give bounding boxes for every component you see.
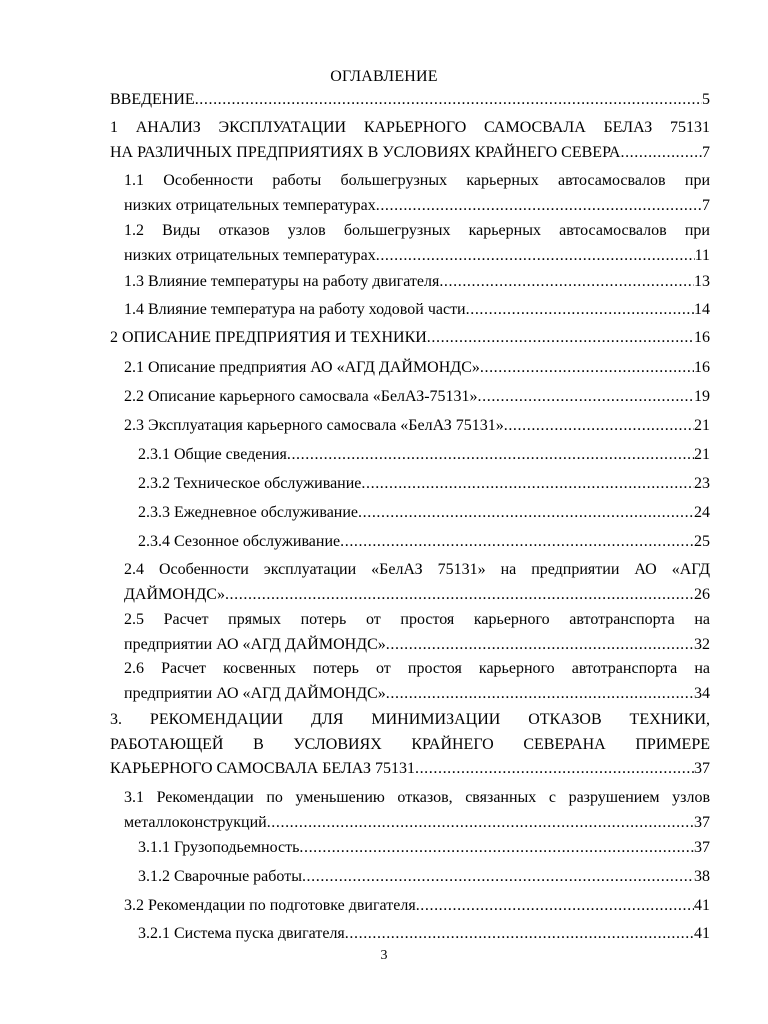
toc-entry-text: 1.4 Влияние температура на работу ходовой части [124,301,466,318]
toc-page-number: 25 [694,533,710,550]
page-number: 3 [380,948,388,963]
toc-page-number: 11 [694,246,710,264]
toc-page-number: 34 [694,684,710,702]
toc-entry-text: 2.2 Описание карьерного самосвала «БелАЗ-75131» [124,388,478,405]
toc-entry-text: 1 АНАЛИЗ ЭКСПЛУАТАЦИИ КАРЬЕРНОГО САМОСВАЛА БЕЛАЗ 75131 [110,119,710,136]
toc-entry-text: 2.3 Эксплуатация карьерного самосвала «БелАЗ 75131» [124,417,504,434]
toc-page-number: 14 [694,301,710,318]
toc-leader [415,757,694,782]
toc-entry-text: 2 ОПИСАНИЕ ПРЕДПРИЯТИЯ И ТЕХНИКИ [110,329,427,346]
toc-entry[interactable] [138,865,710,890]
toc-page-number: 37 [694,760,710,777]
toc-entry-text: металлоконструкций [124,813,267,831]
toc-leader [386,682,694,707]
toc-entry[interactable] [124,385,710,410]
toc-entry-text: 1.2 Виды отказов узлов большегрузных карьерных автосамосвалов при [124,222,710,239]
toc-page-number: 41 [694,897,710,914]
toc-entry[interactable] [124,894,710,919]
toc-leader [480,356,694,381]
toc-page-number: 38 [694,868,710,885]
toc-entry-text: низких отрицательных температурах [124,246,376,264]
toc-entry-text: 3.2 Рекомендации по подготовке двигателя [124,897,416,914]
toc-entry[interactable] [138,922,710,947]
toc-leader [427,326,694,351]
toc-entry[interactable] [110,116,710,165]
toc-leader [376,194,702,219]
toc-page-number: 7 [702,196,710,214]
toc-entry[interactable] [138,501,710,526]
toc-leader [386,633,694,658]
toc-page-number: 41 [694,925,710,942]
toc-leader [287,443,694,468]
toc-entry-text: 2.6 Расчет косвенных потерь от простоя карьерного автотранспорта на [124,660,710,677]
toc-page-number: 7 [702,143,710,161]
toc-entry-text: 2.3.3 Ежедневное обслуживание [138,504,359,521]
toc-entry-text: РАБОТАЮЩЕЙ В УСЛОВИЯХ КРАЙНЕГО СЕВЕРАНА ПРИМЕРЕ [110,735,710,753]
toc-leader [416,894,694,919]
toc-leader [504,414,694,439]
toc-leader [302,865,694,890]
toc-page-number: 21 [694,417,710,434]
toc-entry[interactable] [124,356,710,381]
toc-entry[interactable] [138,472,710,497]
toc-page-number: 16 [694,359,710,376]
toc-page-number: 24 [694,504,710,521]
toc-entry-text: 2.4 Особенности эксплуатации «БелАЗ 75131» на предприятии АО «АГД [124,561,710,578]
toc-leader [358,501,694,526]
toc-leader [345,922,694,947]
toc-leader [361,472,694,497]
toc-leader [225,583,694,608]
toc-entry-text: 3.1.2 Сварочные работы [138,868,302,885]
toc-page-number: 16 [694,329,710,346]
toc-entry[interactable] [110,708,710,782]
toc-leader [195,88,702,113]
toc-entry[interactable] [124,298,710,323]
toc-leader [478,385,694,410]
toc-title: ОГЛАВЛЕНИЕ [330,68,438,85]
toc-entry-text: 3. РЕКОМЕНДАЦИИ ДЛЯ МИНИМИЗАЦИИ ОТКАЗОВ ТЕХНИКИ, [110,711,710,728]
toc-entry-text: 2.1 Описание предприятия АО «АГД ДАЙМОНДС» [124,359,480,376]
toc-page-number: 19 [694,388,710,405]
toc-entry-text: 2.3.4 Сезонное обслуживание [138,533,341,550]
toc-entry-text: КАРЬЕРНОГО САМОСВАЛА БЕЛАЗ 75131 [110,760,415,777]
toc-entry[interactable] [110,326,710,351]
toc-entry-text: НА РАЗЛИЧНЫХ ПРЕДПРИЯТИЯХ В УСЛОВИЯХ КРАЙНЕГО СЕВЕРА [110,143,621,161]
toc-entry[interactable] [124,608,710,657]
toc-entry-text: 3.1 Рекомендации по уменьшению отказов, связанных с разрушением узлов [124,789,710,806]
toc-leader [439,270,694,295]
toc-entry-text: предприятии АО «АГД ДАЙМОНДС» [124,684,386,702]
toc-entry[interactable] [110,88,710,113]
toc-page-number: 37 [694,839,710,856]
toc-entry-text: предприятии АО «АГД ДАЙМОНДС» [124,635,386,653]
toc-entry-text: 3.2.1 Система пуска двигателя [138,925,345,942]
toc-entry-text: 2.3.1 Общие сведения [138,446,287,463]
toc-page-number: 26 [694,585,710,603]
toc-entry-text: 1.1 Особенности работы большегрузных карьерных автосамосвалов при [124,172,710,189]
toc-leader [376,244,695,269]
toc-entry-text: 2.5 Расчет прямых потерь от простоя карьерного автотранспорта на [124,611,710,628]
toc-entry[interactable] [124,270,710,295]
toc-entry-text: ВВЕДЕНИЕ [110,91,195,108]
toc-entry-text: 1.3 Влияние температуры на работу двигателя [124,273,440,290]
toc-entry[interactable] [124,219,710,268]
toc-entry[interactable] [138,443,710,468]
toc-leader [620,141,702,166]
toc-entry-text: ДАЙМОНДС» [124,585,225,603]
toc-entry[interactable] [124,657,710,706]
toc-entry-text: низких отрицательных температурах [124,196,376,214]
toc-page-number: 32 [694,635,710,653]
toc-page-number: 23 [694,475,710,492]
toc-page-number: 21 [694,446,710,463]
toc-page-number: 5 [702,91,710,108]
toc-leader [466,298,694,323]
toc-entry[interactable] [124,414,710,439]
toc-leader [267,811,694,836]
toc-page-number: 37 [694,813,710,831]
toc-leader [340,530,694,555]
toc-entry-text: 2.3.2 Техническое обслуживание [138,475,362,492]
toc-entry[interactable] [124,558,710,607]
toc-page-number: 13 [694,273,710,290]
toc-entry[interactable] [124,786,710,835]
toc-entry[interactable] [124,169,710,218]
toc-entry[interactable] [138,836,710,861]
toc-entry-text: 3.1.1 Грузоподьемность [138,839,300,856]
toc-entry[interactable] [138,530,710,555]
toc-leader [299,836,694,861]
